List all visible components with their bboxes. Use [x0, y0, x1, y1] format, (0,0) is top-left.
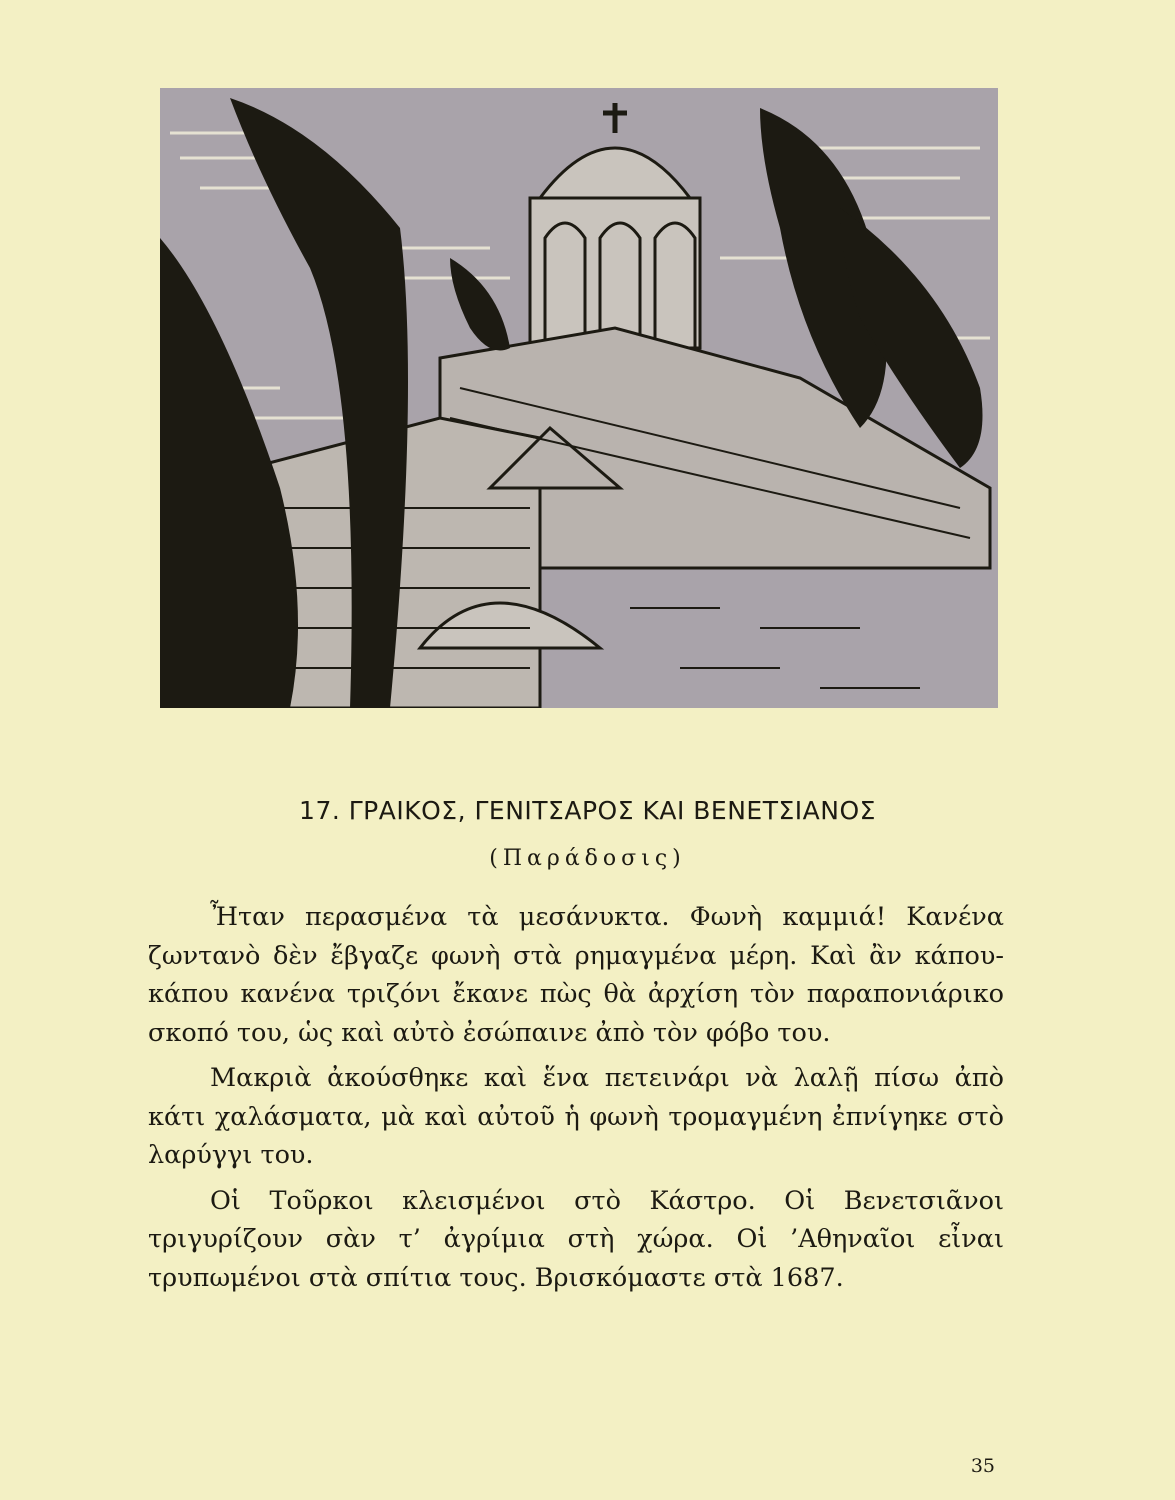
- paragraph: Μακριὰ ἀκούσθηκε καὶ ἕνα πετεινάρι νὰ λαλῇ πίσω ἀπὸ κάτι χαλάσματα, μὰ καὶ αὐτοῦ ἡ φωνὴ τρομαγμένη ἐπνίγηκε στὸ λαρύγγι του.: [148, 1063, 1004, 1170]
- paragraph: Οἱ Τοῦρκοι κλεισμένοι στὸ Κάστρο. Οἱ Βενετσιᾶνοι τριγυρίζουν σὰν τ’ ἀγρίμια στὴ χώρα. Οἱ ’Αθηναῖοι εἶναι τρυπωμένοι στὰ σπίτια τους. Βρισκόμαστε στὰ 1687.: [148, 1185, 1004, 1293]
- paragraph: Ἦταν περασμένα τὰ μεσάνυκτα. Φωνὴ καμμιά! Κανένα ζωντανὸ δὲν ἔβγαζε φωνὴ στὰ ρημαγμένα μέρη. Καὶ ἂν κάπου-κάπου κανένα τριζόνι ἔκανε πὼς θὰ ἀρχίση τὸν παραπονιάρικο σκοπό του, ὡς καὶ αὐτὸ ἐσώπαινε ἀπὸ τὸν φόβο του.: [148, 902, 1004, 1048]
- church-woodcut-icon: [160, 88, 998, 708]
- church-illustration: [160, 88, 998, 708]
- chapter-subtitle: (Παράδοσις): [489, 846, 686, 871]
- body-text: [148, 898, 1004, 1304]
- chapter-title: 17. ΓΡΑΙΚΟΣ, ΓΕΝΙΤΣΑΡΟΣ ΚΑΙ ΒΕΝΕΤΣΙΑΝΟΣ: [299, 796, 876, 825]
- page-number: 35: [970, 1455, 995, 1477]
